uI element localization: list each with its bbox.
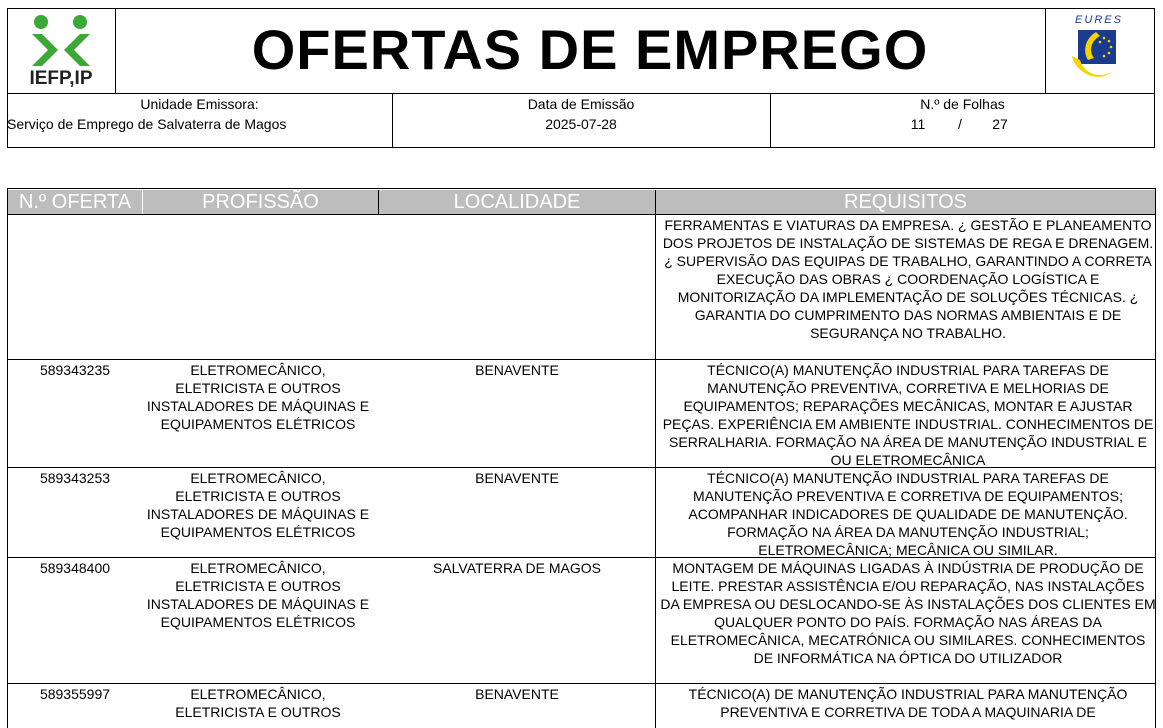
- table-row-localidade: SALVATERRA DE MAGOS: [432, 560, 602, 576]
- folhas-total: 27: [992, 116, 1008, 132]
- unidade-value: Serviço de Emprego de Salvaterra de Magos: [7, 116, 287, 132]
- table-row-oferta: 589343253: [39, 470, 111, 486]
- col-header-requisitos: REQUISITOS: [656, 190, 1155, 214]
- page-title: OFERTAS DE EMPREGO: [251, 18, 929, 81]
- col-header-oferta: N.º OFERTA: [8, 190, 142, 214]
- eures-logo-text: EURES: [1075, 14, 1123, 26]
- header-bottom-rule: [7, 214, 1156, 215]
- row-separator: [7, 359, 1156, 360]
- table-row-profissao: ELETROMECÂNICO, ELETRICISTA E OUTROS INSTALADORES DE MÁQUINAS E EQUIPAMENTOS ELÉTRICOS: [146, 470, 370, 540]
- folhas-label: N.º de Folhas: [920, 96, 1005, 112]
- header-sep-2: [378, 190, 379, 214]
- table-row-profissao: ELETROMECÂNICO, ELETRICISTA E OUTROS INSTALADORES DE MÁQUINAS E EQUIPAMENTOS ELÉTRICOS: [146, 560, 370, 630]
- table-row-requisitos: MONTAGEM DE MÁQUINAS LIGADAS À INDÚSTRIA DE PRODUÇÃO DE LEITE. PRESTAR ASSISTÊNCIA E/OU REPARAÇÃO, NAS INSTALAÇÕES DA EMPRESA OU DESLOCANDO-SE ÀS INSTALAÇÕES DOS CLIENTES EM QUALQUER PONTO DO PAÍS. FORMAÇÃO NAS ÁREAS DA ELETROMECÂNICA, MECATRÓNICA OU SIMILARES. CONHECIMENTOS DE INFORMÁTICA NA ÓPTICA DO UTILIZADOR: [660, 560, 1156, 666]
- col-header-profissao: PROFISSÃO: [143, 190, 378, 214]
- data-emissao-label: Data de Emissão: [527, 96, 635, 112]
- iefp-logo-icon: [18, 12, 108, 72]
- table-row-profissao: ELETROMECÂNICO, ELETRICISTA E OUTROS: [175, 686, 341, 720]
- table-row-localidade: BENAVENTE: [475, 686, 559, 702]
- table-row-oferta: 589348400: [39, 560, 111, 576]
- table-row-requisitos: TÉCNICO(A) DE MANUTENÇÃO INDUSTRIAL PARA MANUTENÇÃO PREVENTIVA E CORRETIVA DE TODA A MAQUINARIA DE: [688, 686, 1128, 720]
- table-row-localidade: BENAVENTE: [475, 470, 559, 486]
- unidade-label: Unidade Emissora:: [140, 96, 259, 112]
- table-row-oferta: 589355997: [39, 686, 111, 702]
- header-divider-left: [115, 8, 116, 94]
- table-row-localidade: BENAVENTE: [475, 362, 559, 378]
- table-row-oferta: 589343235: [39, 362, 111, 378]
- table-row-requisitos: FERRAMENTAS E VIATURAS DA EMPRESA. ¿ GESTÃO E PLANEAMENTO DOS PROJETOS DE INSTALAÇÃO DE SISTEMAS DE REGA E DRENAGEM. ¿ SUPERVISÃO DAS EQUIPAS DE TRABALHO, GARANTINDO A CORRETA EXECUÇÃO DAS OBRAS ¿ COORDENAÇÃO LOGÍSTICA E MONITORIZAÇÃO DA IMPLEMENTAÇÃO DE SOLUÇÕES TÉCNICAS. ¿ GARANTIA DO CUMPRIMENTO DAS NORMAS AMBIENTAIS E DE SEGURANÇA NO TRABALHO.: [662, 217, 1154, 341]
- col-header-localidade: LOCALIDADE: [379, 190, 655, 214]
- eures-logo: [1066, 14, 1128, 86]
- table-row-requisitos: TÉCNICO(A) MANUTENÇÃO INDUSTRIAL PARA TAREFAS DE MANUTENÇÃO PREVENTIVA, CORRETIVA E MELHORIAS DE EQUIPAMENTOS; REPARAÇÕES MECÂNICAS, MONTAR E AJUSTAR PEÇAS. EXPERIÊNCIA EM AMBIENTE INDUSTRIAL. CONHECIMENTOS DE SERRALHARIA. FORMAÇÃO NA ÁREA DE MANUTENÇÃO INDUSTRIAL E OU ELETROMECÂNICA: [662, 362, 1154, 468]
- requisitos-col-divider: [655, 190, 656, 728]
- folhas-current: 11: [910, 116, 926, 132]
- table-row-requisitos: TÉCNICO(A) MANUTENÇÃO INDUSTRIAL PARA TAREFAS DE MANUTENÇÃO PREVENTIVA E CORRETIVA DE EQUIPAMENTOS; ACOMPANHAR INDICADORES DE QUALIDADE DE MANUTENÇÃO. FORMAÇÃO NA ÁREA DA MANUTENÇÃO INDUSTRIAL; ELETROMECÂNICA; MECÂNICA OU SIMILAR.: [688, 470, 1128, 558]
- folhas-separator: /: [958, 116, 962, 132]
- iefp-logo-text: IEFP,IP: [29, 68, 93, 89]
- data-emissao-value: 2025-07-28: [545, 116, 617, 132]
- row-separator: [7, 683, 1156, 684]
- table-row-profissao: ELETROMECÂNICO, ELETRICISTA E OUTROS INSTALADORES DE MÁQUINAS E EQUIPAMENTOS ELÉTRICOS: [146, 362, 370, 432]
- eures-emblem-icon: [1066, 26, 1128, 86]
- iefp-logo: [18, 12, 108, 90]
- header-sep-1: [142, 190, 143, 214]
